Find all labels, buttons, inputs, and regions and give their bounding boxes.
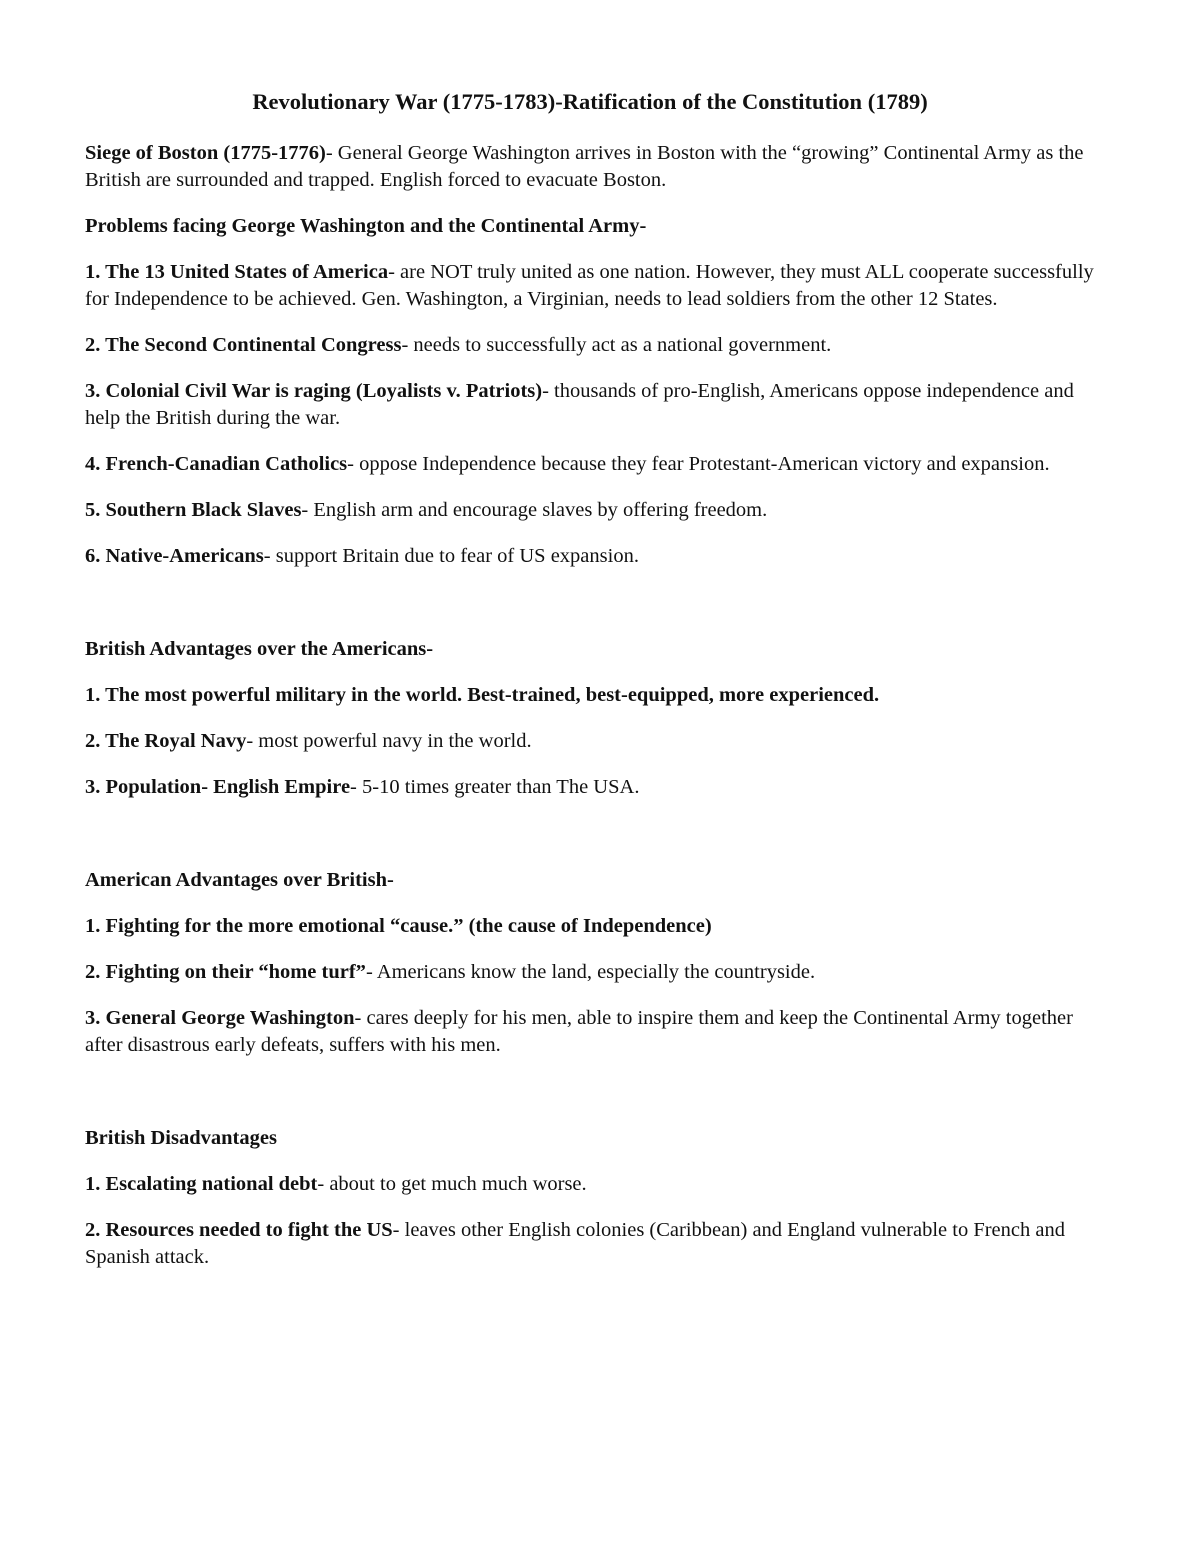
american-advantages-item-label: 3. General George Washington — [85, 1007, 355, 1029]
british-advantages-item-text: - most powerful navy in the world. — [246, 730, 532, 752]
british-disadvantages-item-text: - about to get much much worse. — [317, 1173, 587, 1195]
problems-item-text: - oppose Independence because they fear Protestant-American victory and expansion. — [347, 453, 1050, 475]
problems-heading: Problems facing George Washington and the Continental Army- — [85, 215, 647, 237]
british-disadvantages-item-label: 1. Escalating national debt — [85, 1173, 318, 1195]
british-disadvantages-item-label: 2. Resources needed to fight the US — [85, 1219, 393, 1241]
problems-item-label: 4. French-Canadian Catholics — [85, 453, 348, 475]
problems-item-label: 5. Southern Black Slaves — [85, 499, 302, 521]
problems-item-text: - support Britain due to fear of US expansion. — [263, 545, 639, 567]
problems-item-text: - needs to successfully act as a national government. — [401, 334, 832, 356]
british-disadvantages-item — [85, 1217, 1095, 1271]
problems-item-label: 1. The 13 United States of America — [85, 261, 389, 283]
siege-of-boston-paragraph — [85, 140, 1095, 194]
document-page — [85, 86, 1095, 1290]
problems-item — [85, 497, 1095, 524]
siege-label: Siege of Boston (1775-1776) — [85, 142, 326, 164]
british-advantages-item — [85, 774, 1095, 801]
american-advantages-item — [85, 959, 1095, 986]
british-advantages-item-text: - 5-10 times greater than The USA. — [350, 776, 640, 798]
american-advantages-heading: American Advantages over British- — [85, 869, 394, 891]
problems-item-text: - English arm and encourage slaves by offering freedom. — [301, 499, 768, 521]
american-advantages-item — [85, 1005, 1095, 1059]
problems-item-text: - are NOT truly united as one nation. However, they must ALL cooperate successfully for Independence to be achieved. Gen. Washington, a Virginian, needs to lead soldiers from the other 12 States. — [85, 261, 1094, 310]
problems-item — [85, 378, 1095, 432]
british-advantages-item — [85, 682, 1095, 709]
british-disadvantages-item — [85, 1171, 1095, 1198]
british-advantages-item — [85, 728, 1095, 755]
page-title: Revolutionary War (1775-1783)-Ratification of the Constitution (1789) — [252, 89, 928, 114]
problems-item-label: 2. The Second Continental Congress — [85, 334, 402, 356]
british-disadvantages-item-text: - leaves other English colonies (Caribbean) and England vulnerable to French and Spanish attack. — [85, 1219, 1065, 1268]
problems-item-text: - thousands of pro-English, Americans oppose independence and help the British during the war. — [85, 380, 1074, 429]
siege-text: - General George Washington arrives in Boston with the “growing” Continental Army as the British are surrounded and trapped. English forced to evacuate Boston. — [85, 142, 1084, 191]
british-advantages-item-label: 1. The most powerful military in the world. Best-trained, best-equipped, more experienced. — [85, 684, 880, 706]
problems-item-label: 6. Native-Americans — [85, 545, 264, 567]
british-advantages-heading: British Advantages over the Americans- — [85, 638, 434, 660]
british-advantages-item-label: 3. Population- English Empire — [85, 776, 351, 798]
problems-item — [85, 332, 1095, 359]
american-advantages-item-label: 1. Fighting for the more emotional “cause.” (the cause of Independence) — [85, 915, 712, 937]
american-advantages-item-text: - cares deeply for his men, able to inspire them and keep the Continental Army together after disastrous early defeats, suffers with his men. — [85, 1007, 1073, 1056]
problems-item — [85, 543, 1095, 570]
problems-item-label: 3. Colonial Civil War is raging (Loyalists v. Patriots) — [85, 380, 543, 402]
problems-item — [85, 259, 1095, 313]
american-advantages-item — [85, 913, 1095, 940]
problems-item — [85, 451, 1095, 478]
american-advantages-item-label: 2. Fighting on their “home turf” — [85, 961, 366, 983]
british-advantages-item-label: 2. The Royal Navy — [85, 730, 247, 752]
british-disadvantages-heading: British Disadvantages — [85, 1127, 277, 1149]
american-advantages-item-text: - Americans know the land, especially the countryside. — [365, 961, 816, 983]
